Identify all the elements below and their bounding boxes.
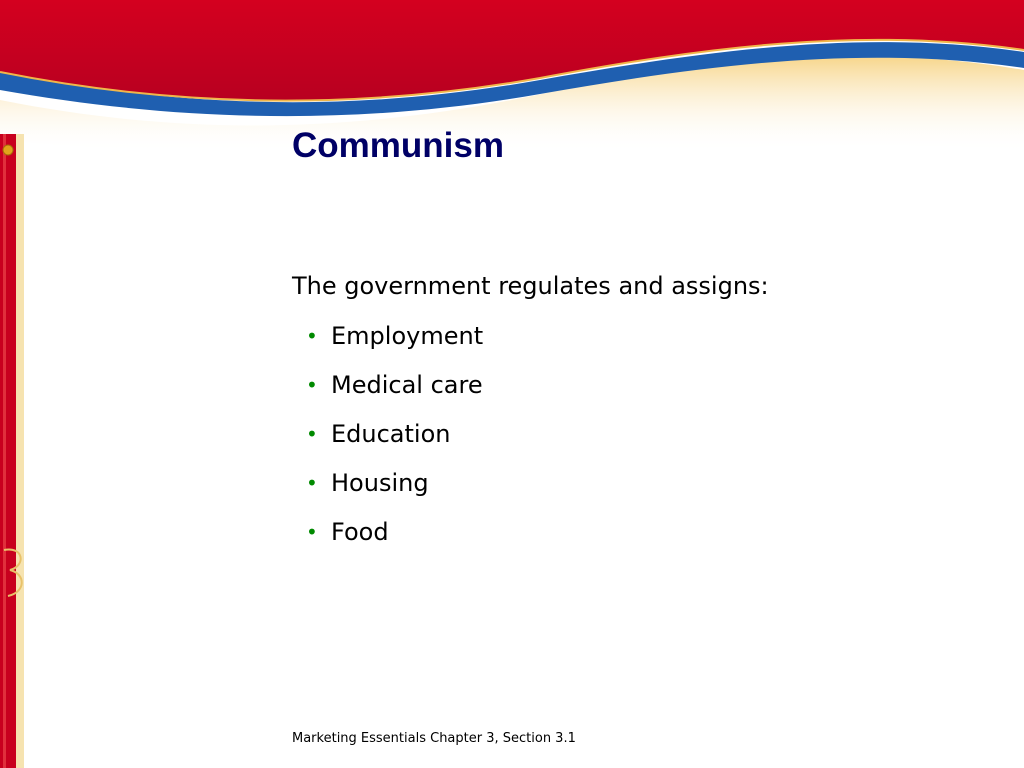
list-item: [306, 514, 483, 550]
bullet-list: [306, 318, 483, 563]
bullet-icon: •: [306, 520, 318, 544]
bullet-text: Food: [331, 518, 389, 546]
side-ribbon: [0, 120, 40, 768]
ribbon-gold-pin: [3, 145, 13, 155]
bullet-icon: •: [306, 373, 318, 397]
bullet-icon: •: [306, 422, 318, 446]
list-item: [306, 416, 483, 452]
bullet-icon: •: [306, 471, 318, 495]
list-item: [306, 367, 483, 403]
ribbon-red-band: [0, 134, 16, 768]
bullet-text: Medical care: [331, 371, 483, 399]
ribbon-highlight: [3, 134, 6, 768]
list-item: [306, 318, 483, 354]
bullet-icon: •: [306, 324, 318, 348]
bullet-text: Employment: [331, 322, 484, 350]
bullet-text: Housing: [331, 469, 429, 497]
list-item: [306, 465, 483, 501]
intro-text: The government regulates and assigns:: [292, 272, 769, 300]
slide-title: Communism: [292, 126, 504, 165]
header-banner: [0, 0, 1024, 160]
footer-text: Marketing Essentials Chapter 3, Section 3.1: [292, 731, 576, 746]
bullet-text: Education: [331, 420, 451, 448]
